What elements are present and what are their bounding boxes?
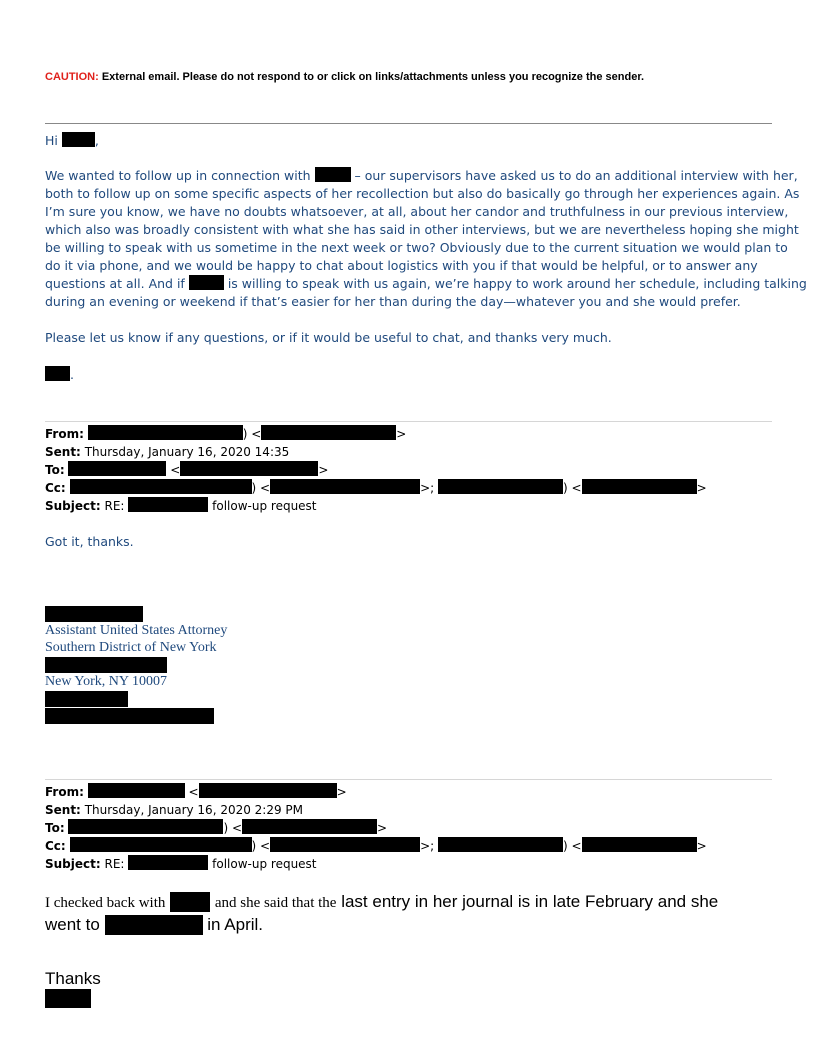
divider xyxy=(45,123,772,124)
external-email-banner xyxy=(45,71,644,83)
redaction xyxy=(128,497,208,512)
from-row: From: ) < > xyxy=(45,427,407,441)
redaction xyxy=(199,783,337,798)
redaction xyxy=(315,167,351,182)
email-header xyxy=(45,425,775,515)
cc-row: Cc: ) < >; ) < > xyxy=(45,481,707,495)
email-body: We wanted to follow up in connection with – our supervisors have asked us to do an additional interview with her, both to follow up on some specific aspects of her recollection but also do basically go through her experiences again. As I’m sure you know, we have no doubts whatsoever, at all, about her candor and truthfulness in our previous interview, which also was broadly consistent with what she has said in other interviews, but we are nevertheless hoping she might be willing to speak with us sometime in the next week or two? Obviously due to the current situation we would plan to do it via phone, and we would be happy to chat about logistics with you if that would be helpful, or to answer any questions at all. And if is willing to speak with us again, we’re happy to work around her schedule, including talking during an evening or weekend if that’s easier for her than during the day—whatever you and she would prefer. xyxy=(45,168,807,309)
redaction xyxy=(88,783,185,798)
redaction xyxy=(45,606,143,622)
sender-initials: . xyxy=(45,366,74,382)
redaction xyxy=(170,892,210,912)
redaction xyxy=(45,691,128,707)
redaction xyxy=(68,461,166,476)
divider xyxy=(45,779,772,780)
redaction xyxy=(128,855,208,870)
subject-row: Subject: RE: follow-up request xyxy=(45,857,317,871)
signature-office: Southern District of New York xyxy=(45,640,217,655)
sent-row: Sent: Thursday, January 16, 2020 14:35 xyxy=(45,445,290,459)
greeting: Hi , xyxy=(45,133,99,148)
redaction xyxy=(438,479,563,494)
signature-city: New York, NY 10007 xyxy=(45,674,167,689)
redaction xyxy=(270,837,420,852)
redaction xyxy=(261,425,396,440)
redaction xyxy=(180,461,318,476)
redaction xyxy=(68,819,223,834)
redaction xyxy=(45,708,214,724)
caution-text: External email. Please do not respond to or click on links/attachments unless you recognize the sender. xyxy=(101,71,645,83)
redaction xyxy=(45,989,91,1008)
cc-row: Cc: ) < >; ) < > xyxy=(45,839,707,853)
thanks-line: Thanks xyxy=(45,969,101,988)
to-row: To: ) < > xyxy=(45,821,388,835)
divider xyxy=(45,421,772,422)
redaction xyxy=(242,819,377,834)
email-header xyxy=(45,783,775,873)
original-message-body: I checked back with and she said that the last entry in her journal is in late February and she went to in April. xyxy=(45,892,719,934)
sent-row: Sent: Thursday, January 16, 2020 2:29 PM xyxy=(45,803,304,817)
redaction xyxy=(105,915,203,935)
redaction xyxy=(88,425,243,440)
redaction xyxy=(45,366,70,381)
redaction xyxy=(582,837,697,852)
subject-row: Subject: RE: follow-up request xyxy=(45,499,317,513)
closing-line: Please let us know if any questions, or if it would be useful to chat, and thanks very much. xyxy=(45,330,612,345)
redaction xyxy=(270,479,420,494)
signature-title: Assistant United States Attorney xyxy=(45,623,228,638)
redaction xyxy=(62,132,95,147)
to-row: To: < > xyxy=(45,463,329,477)
redaction xyxy=(70,837,252,852)
caution-label: CAUTION: xyxy=(45,71,99,83)
redaction xyxy=(582,479,697,494)
redaction xyxy=(70,479,252,494)
redaction xyxy=(189,275,224,290)
reply-body: Got it, thanks. xyxy=(45,534,134,549)
redaction xyxy=(438,837,563,852)
redaction xyxy=(45,657,167,673)
from-row: From: < > xyxy=(45,785,347,799)
